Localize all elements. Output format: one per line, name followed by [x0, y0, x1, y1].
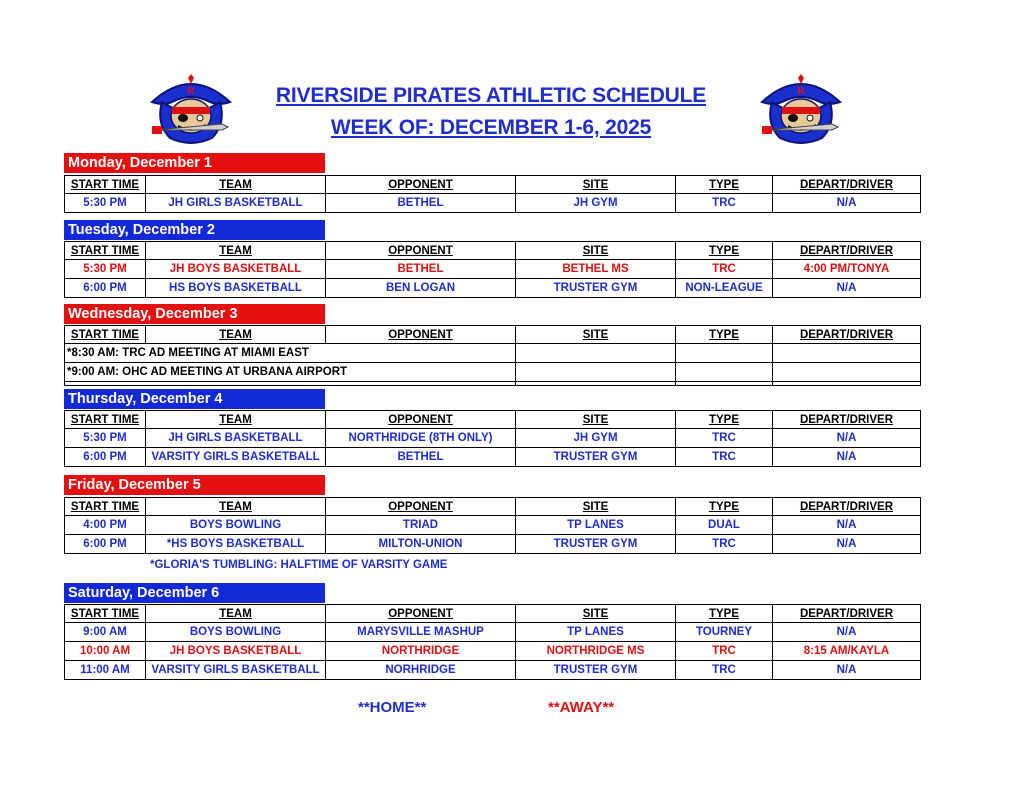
team-cell: JH GIRLS BASKETBALL [146, 429, 326, 448]
start-time-cell: 5:30 PM [65, 260, 146, 279]
site-cell: TRUSTER GYM [516, 661, 676, 680]
type-cell: TOURNEY [676, 623, 773, 642]
site-cell: BETHEL MS [516, 260, 676, 279]
opponent-cell: BEN LOGAN [326, 279, 516, 298]
opponent-cell: BETHEL [326, 448, 516, 467]
depart-cell: N/A [773, 279, 921, 298]
team-cell: BOYS BOWLING [146, 623, 326, 642]
table-row [65, 260, 921, 279]
column-header: START TIME [65, 242, 146, 260]
table-header-row [65, 411, 921, 429]
column-header: SITE [516, 498, 676, 516]
opponent-cell: MARYSVILLE MASHUP [326, 623, 516, 642]
depart-cell: 4:00 PM/TONYA [773, 260, 921, 279]
depart-cell: 8:15 AM/KAYLA [773, 642, 921, 661]
column-header: SITE [516, 411, 676, 429]
column-header: TYPE [676, 411, 773, 429]
column-header: OPPONENT [326, 176, 516, 194]
column-header: OPPONENT [326, 605, 516, 623]
day-header-thursday: Thursday, December 4 [64, 389, 325, 409]
team-cell: *HS BOYS BASKETBALL [146, 535, 326, 554]
day-header-wednesday: Wednesday, December 3 [64, 304, 325, 324]
type-cell: TRC [676, 194, 773, 213]
column-header: TEAM [146, 242, 326, 260]
type-cell: TRC [676, 535, 773, 554]
column-header: DEPART/DRIVER [773, 498, 921, 516]
table-header-row [65, 176, 921, 194]
column-header: OPPONENT [326, 326, 516, 344]
opponent-cell: TRIAD [326, 516, 516, 535]
depart-cell: N/A [773, 429, 921, 448]
type-cell: DUAL [676, 516, 773, 535]
opponent-cell: BETHEL [326, 260, 516, 279]
start-time-cell: 10:00 AM [65, 642, 146, 661]
meeting-note: *9:00 AM: OHC AD MEETING AT URBANA AIRPORT [65, 363, 516, 382]
site-cell: JH GYM [516, 429, 676, 448]
site-cell: TRUSTER GYM [516, 535, 676, 554]
column-header: TEAM [146, 605, 326, 623]
start-time-cell: 6:00 PM [65, 448, 146, 467]
type-cell: TRC [676, 642, 773, 661]
column-header: DEPART/DRIVER [773, 326, 921, 344]
column-header: START TIME [65, 498, 146, 516]
column-header: DEPART/DRIVER [773, 411, 921, 429]
type-cell: TRC [676, 661, 773, 680]
site-cell: JH GYM [516, 194, 676, 213]
table-header-row [65, 605, 921, 623]
column-header: TYPE [676, 498, 773, 516]
opponent-cell: NORTHRIDGE [326, 642, 516, 661]
column-header: START TIME [65, 326, 146, 344]
table-row [65, 279, 921, 298]
svg-text:R: R [797, 85, 805, 97]
opponent-cell: BETHEL [326, 194, 516, 213]
depart-cell: N/A [773, 194, 921, 213]
schedule-table-friday [64, 497, 921, 554]
table-row [65, 344, 921, 363]
table-row [65, 623, 921, 642]
site-cell: TRUSTER GYM [516, 279, 676, 298]
depart-cell: N/A [773, 448, 921, 467]
svg-text:R: R [187, 85, 195, 97]
team-cell: JH BOYS BASKETBALL [146, 260, 326, 279]
column-header: START TIME [65, 605, 146, 623]
table-row [65, 516, 921, 535]
schedule-table-thursday [64, 410, 921, 467]
column-header: OPPONENT [326, 242, 516, 260]
column-header: TYPE [676, 605, 773, 623]
meeting-note: *8:30 AM: TRC AD MEETING AT MIAMI EAST [65, 344, 516, 363]
opponent-cell: NORHRIDGE [326, 661, 516, 680]
column-header: SITE [516, 605, 676, 623]
column-header: SITE [516, 242, 676, 260]
table-row [65, 448, 921, 467]
table-row [65, 535, 921, 554]
table-header-row [65, 242, 921, 260]
depart-cell: N/A [773, 661, 921, 680]
schedule-table-monday [64, 175, 921, 213]
table-row [65, 642, 921, 661]
day-header-friday: Friday, December 5 [64, 475, 325, 495]
start-time-cell: 6:00 PM [65, 279, 146, 298]
type-cell: TRC [676, 260, 773, 279]
team-cell: BOYS BOWLING [146, 516, 326, 535]
start-time-cell: 11:00 AM [65, 661, 146, 680]
start-time-cell: 5:30 PM [65, 194, 146, 213]
team-cell: JH BOYS BASKETBALL [146, 642, 326, 661]
column-header: DEPART/DRIVER [773, 242, 921, 260]
column-header: TEAM [146, 411, 326, 429]
start-time-cell: 6:00 PM [65, 535, 146, 554]
table-row [65, 194, 921, 213]
day-header-saturday: Saturday, December 6 [64, 583, 325, 603]
column-header: TYPE [676, 176, 773, 194]
schedule-title: RIVERSIDE PIRATES ATHLETIC SCHEDULE [275, 84, 707, 107]
week-of-title: WEEK OF: DECEMBER 1-6, 2025 [330, 116, 652, 139]
team-cell: JH GIRLS BASKETBALL [146, 194, 326, 213]
column-header: OPPONENT [326, 498, 516, 516]
column-header: TEAM [146, 498, 326, 516]
site-cell: TRUSTER GYM [516, 448, 676, 467]
schedule-table-wednesday [64, 325, 921, 386]
team-cell: VARSITY GIRLS BASKETBALL [146, 448, 326, 467]
table-row [65, 382, 921, 386]
column-header: TYPE [676, 242, 773, 260]
day-header-monday: Monday, December 1 [64, 153, 325, 173]
table-row [65, 429, 921, 448]
table-header-row [65, 326, 921, 344]
column-header: START TIME [65, 176, 146, 194]
site-cell: TP LANES [516, 623, 676, 642]
team-cell: HS BOYS BASKETBALL [146, 279, 326, 298]
column-header: TYPE [676, 326, 773, 344]
type-cell: NON-LEAGUE [676, 279, 773, 298]
depart-cell: N/A [773, 623, 921, 642]
day-header-tuesday: Tuesday, December 2 [64, 220, 325, 240]
start-time-cell: 4:00 PM [65, 516, 146, 535]
legend-home: **HOME** [358, 699, 427, 716]
table-row [65, 363, 921, 382]
schedule-table-tuesday [64, 241, 921, 298]
site-cell: TP LANES [516, 516, 676, 535]
start-time-cell: 5:30 PM [65, 429, 146, 448]
opponent-cell: MILTON-UNION [326, 535, 516, 554]
column-header: OPPONENT [326, 411, 516, 429]
depart-cell: N/A [773, 535, 921, 554]
friday-footnote: *GLORIA'S TUMBLING: HALFTIME OF VARSITY GAME [150, 559, 448, 571]
column-header: SITE [516, 326, 676, 344]
column-header: SITE [516, 176, 676, 194]
table-row [65, 661, 921, 680]
column-header: DEPART/DRIVER [773, 605, 921, 623]
column-header: TEAM [146, 326, 326, 344]
column-header: DEPART/DRIVER [773, 176, 921, 194]
opponent-cell: NORTHRIDGE (8TH ONLY) [326, 429, 516, 448]
start-time-cell: 9:00 AM [65, 623, 146, 642]
legend-away: **AWAY** [548, 699, 615, 716]
team-cell: VARSITY GIRLS BASKETBALL [146, 661, 326, 680]
schedule-table-saturday [64, 604, 921, 680]
depart-cell: N/A [773, 516, 921, 535]
site-cell: NORTHRIDGE MS [516, 642, 676, 661]
column-header: START TIME [65, 411, 146, 429]
table-header-row [65, 498, 921, 516]
type-cell: TRC [676, 448, 773, 467]
type-cell: TRC [676, 429, 773, 448]
column-header: TEAM [146, 176, 326, 194]
